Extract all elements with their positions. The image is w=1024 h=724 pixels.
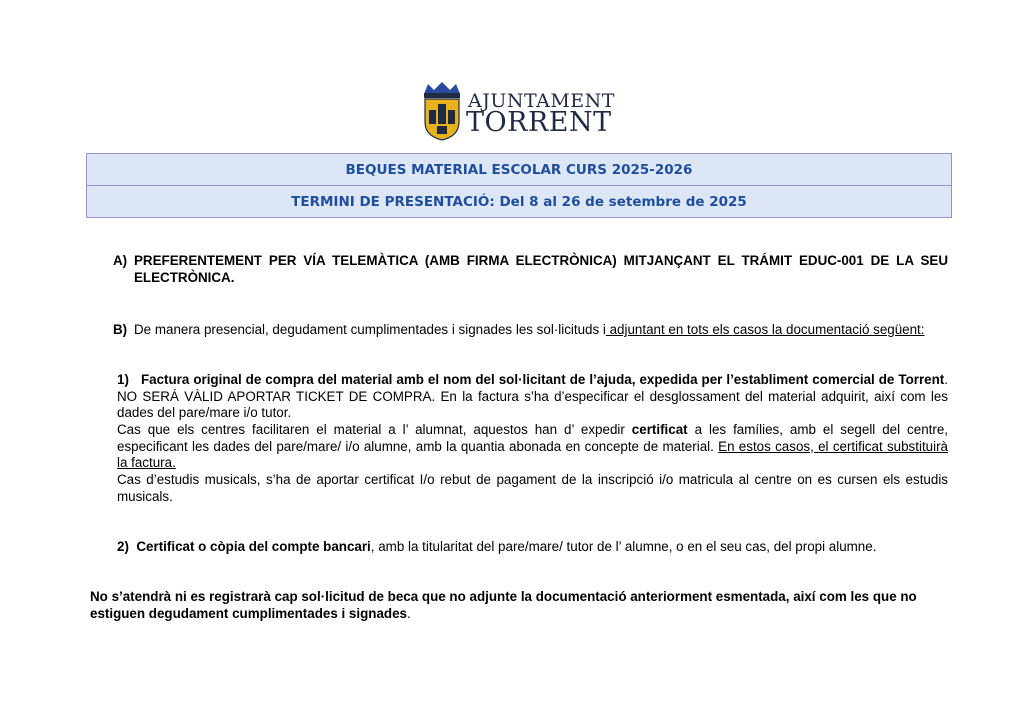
section-a-text bbox=[134, 253, 948, 286]
item-2-marker: 2) bbox=[117, 539, 129, 554]
item-1-text2a: Cas que els centres facilitaren el material a l’ alumnat, aquestos han d’ expedir bbox=[117, 422, 632, 437]
header-table bbox=[86, 153, 952, 218]
item-1-musicals: Cas d’estudis musicals, s’ha de aportar certificat I/o rebut de pagament de la inscripció i/o matricula al centre on es cursen els estudis musicals. bbox=[117, 472, 948, 504]
item-1-text1: . NO SERÁ VÀLID APORTAR TICKET DE COMPRA. En la factura s’ha d’especificar el desglossament del material adquirit, així com les dades del pare/mare i/o tutor. bbox=[117, 372, 948, 420]
item-2-bold: Certificat o còpia del compte bancari bbox=[136, 539, 371, 554]
item-1-bold: Factura original de compra del material amb el nom del sol·licitant de l’ajuda, expedida per l’establiment comercial de Torrent bbox=[140, 372, 945, 387]
section-a-body: PREFERENTEMENT PER VÍA TELEMÀTICA (AMB FIRMA ELECTRÒNICA) MITJANÇANT EL TRÁMIT EDUC-001 DE LA SEU ELECTRÒNICA bbox=[134, 253, 948, 285]
section-a-marker: A) bbox=[113, 253, 128, 268]
footer-note bbox=[90, 589, 950, 622]
section-b-text bbox=[134, 322, 948, 339]
footer-bold: No s’atendrà ni es registrarà cap sol·licitud de beca que no adjunte la documentació anteriorment esmentada, així com les que no estiguen degudament cumplimentades i signades bbox=[90, 589, 917, 621]
item-1-certificat bbox=[117, 422, 948, 472]
section-b-body: De manera presencial, degudament cumplimentades i signades les sol·licituds i bbox=[134, 322, 606, 337]
section-b-marker: B) bbox=[113, 322, 128, 337]
document-title: BEQUES MATERIAL ESCOLAR CURS 2025-2026 bbox=[87, 154, 951, 185]
section-a-end: . bbox=[230, 269, 235, 285]
coat-of-arms-icon bbox=[418, 80, 466, 142]
item-2 bbox=[117, 539, 948, 556]
deadline-row: TERMINI DE PRESENTACIÓ: Del 8 al 26 de setembre de 2025 bbox=[87, 185, 951, 217]
section-b-underlined: adjuntant en tots els casos la documentació següent: bbox=[605, 322, 925, 337]
item-1-text2underlined: En estos casos, el certificat substituirà la factura. bbox=[117, 438, 948, 470]
item-1-text2bold: certificat bbox=[631, 422, 688, 437]
logo-line1: AJUNTAMENT bbox=[468, 90, 615, 112]
item-2-text: , amb la titularitat del pare/mare/ tutor de l’ alumne, o en el seu cas, del propi alumne. bbox=[370, 539, 877, 554]
logo-line2: TORRENT bbox=[466, 107, 612, 138]
item-1-marker: 1) bbox=[117, 372, 129, 387]
item-1-text2b: a les famílies, amb el segell del centre, especificant les dades del pare/mare/ i/o alumne, amb la quantia abonada en concepte de material. bbox=[117, 422, 948, 454]
footer-end: . bbox=[406, 605, 411, 621]
item-1 bbox=[117, 372, 948, 422]
